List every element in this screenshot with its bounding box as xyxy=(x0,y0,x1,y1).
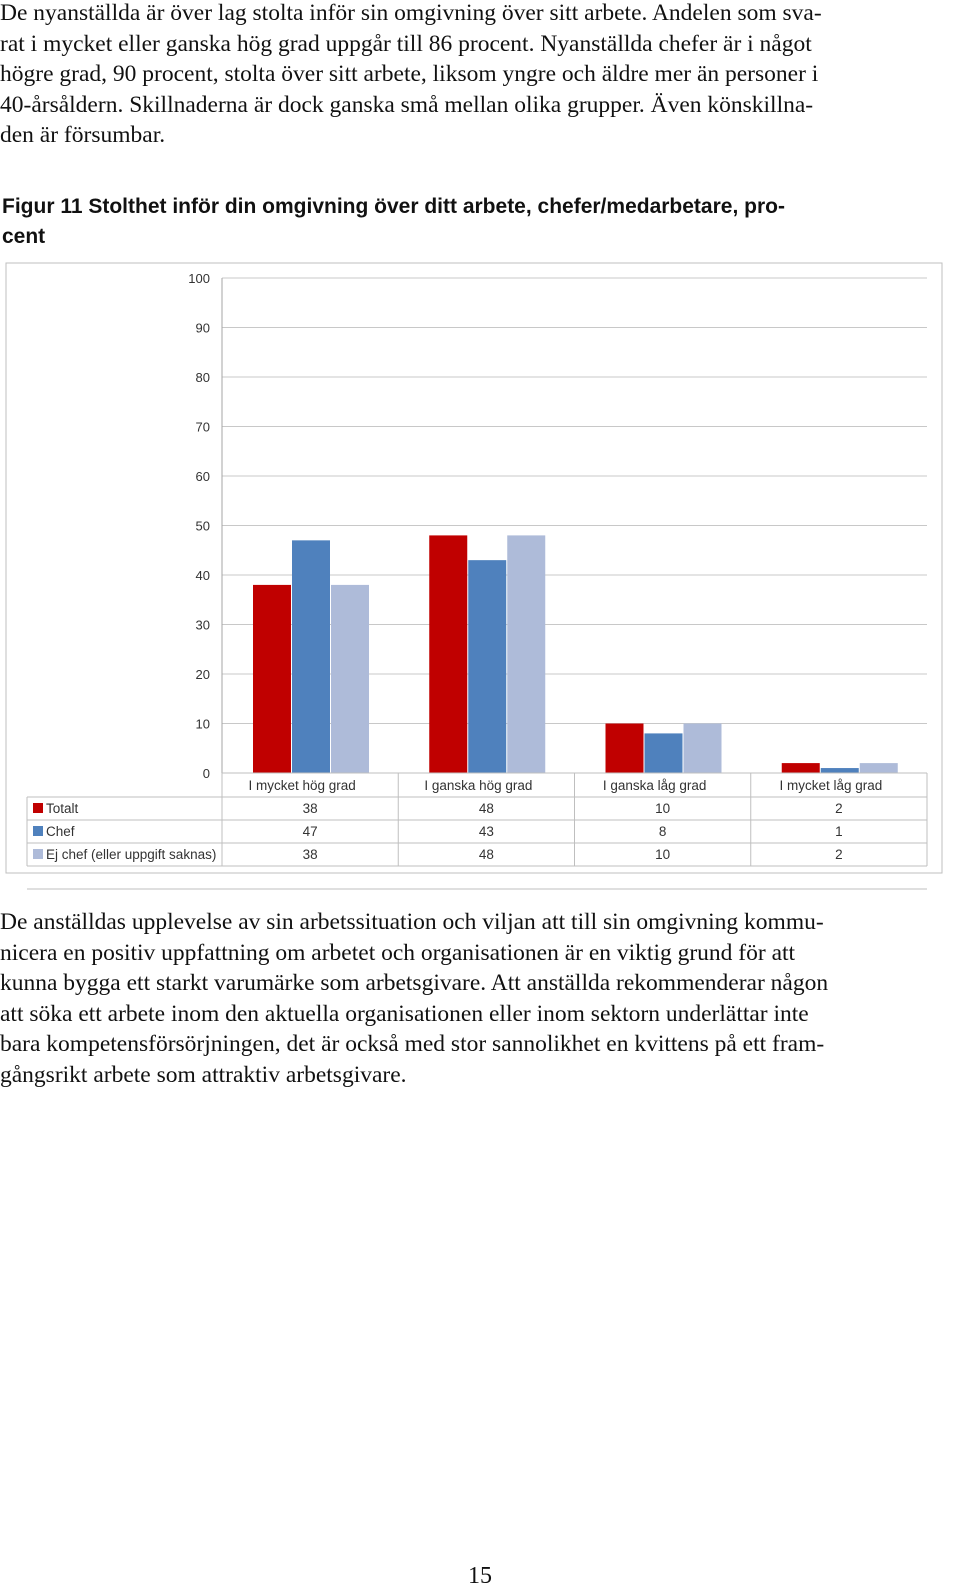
y-tick-label: 90 xyxy=(195,320,210,336)
category-label: I mycket hög grad xyxy=(248,778,356,793)
y-tick-label: 50 xyxy=(195,518,210,534)
text-line: den är försumbar. xyxy=(0,122,166,149)
text-line: 40-årsåldern. Skillnaderna är dock ganska små mellan olika grupper. Även könskillna- xyxy=(0,91,814,118)
bar xyxy=(645,733,683,773)
figure-title-line: cent xyxy=(2,225,46,248)
data-label: 48 xyxy=(478,847,494,862)
bar xyxy=(331,585,369,773)
y-tick-label: 40 xyxy=(195,568,210,583)
y-tick-label: 100 xyxy=(188,271,210,286)
text-line: högre grad, 90 procent, stolta över sitt arbete, liksom yngre och äldre mer än personer i xyxy=(0,61,819,88)
data-label: 2 xyxy=(835,847,843,862)
page-number: 15 xyxy=(468,1563,492,1589)
data-label: 10 xyxy=(655,801,671,816)
bar xyxy=(507,535,545,773)
data-label: 47 xyxy=(302,824,318,839)
figure-title-line: Figur 11 Stolthet inför din omgivning över ditt arbete, chefer/medarbetare, pro- xyxy=(2,195,785,218)
bar xyxy=(606,724,644,774)
legend-label: Ej chef (eller uppgift saknas) xyxy=(46,847,217,862)
data-label: 43 xyxy=(478,824,494,839)
bar xyxy=(821,768,859,773)
category-label: I mycket låg grad xyxy=(779,778,883,793)
bar xyxy=(468,560,506,773)
bar xyxy=(253,585,291,773)
text-line: De anställdas upplevelse av sin arbetssituation och viljan att till sin omgivning kommu- xyxy=(0,909,824,935)
bar xyxy=(292,540,330,773)
text-line: gångsrikt arbete som attraktiv arbetsgivare. xyxy=(0,1061,407,1088)
y-tick-label: 30 xyxy=(195,617,210,633)
body-paragraph xyxy=(0,907,940,1091)
legend-swatch xyxy=(33,849,43,859)
legend-swatch xyxy=(33,826,43,836)
data-label: 38 xyxy=(302,847,318,862)
y-tick-label: 0 xyxy=(202,766,210,781)
bar xyxy=(684,724,722,774)
data-label: 1 xyxy=(835,824,843,839)
text-line: rat i mycket eller ganska hög grad uppgår till 86 procent. Nyanställda chefer är i något xyxy=(0,30,812,57)
text-line: att söka ett arbete inom den aktuella organisationen eller inom sektorn underlättar inte xyxy=(0,1000,809,1027)
data-label: 38 xyxy=(302,801,318,816)
data-label: 10 xyxy=(655,847,671,862)
data-label: 8 xyxy=(658,824,667,839)
y-tick-label: 10 xyxy=(195,716,210,732)
bar xyxy=(860,763,898,773)
data-label: 48 xyxy=(478,801,494,816)
legend-label: Totalt xyxy=(46,801,79,816)
text-line: nicera en positiv uppfattning om arbetet och organisationen är en viktig grund för att xyxy=(0,939,796,966)
bar xyxy=(782,763,820,773)
data-label: 2 xyxy=(835,801,843,816)
bar xyxy=(429,535,467,773)
y-tick-label: 60 xyxy=(195,469,210,484)
text-line: kunna bygga ett starkt varumärke som arbetsgivare. Att anställda rekommenderar någon xyxy=(0,970,829,997)
legend-label: Chef xyxy=(46,824,75,839)
y-tick-label: 20 xyxy=(195,667,210,682)
text-line: bara kompetensförsörjningen, det är också med stor sannolikhet en kvittens på ett fram- xyxy=(0,1031,825,1058)
text-line: De nyanställda är över lag stolta inför sin omgivning över sitt arbete. Andelen som sva- xyxy=(0,0,822,26)
category-label: I ganska hög grad xyxy=(424,778,533,793)
y-tick-label: 70 xyxy=(195,419,210,435)
category-label: I ganska låg grad xyxy=(602,778,707,793)
legend-swatch xyxy=(33,803,43,813)
y-tick-label: 80 xyxy=(195,370,210,385)
